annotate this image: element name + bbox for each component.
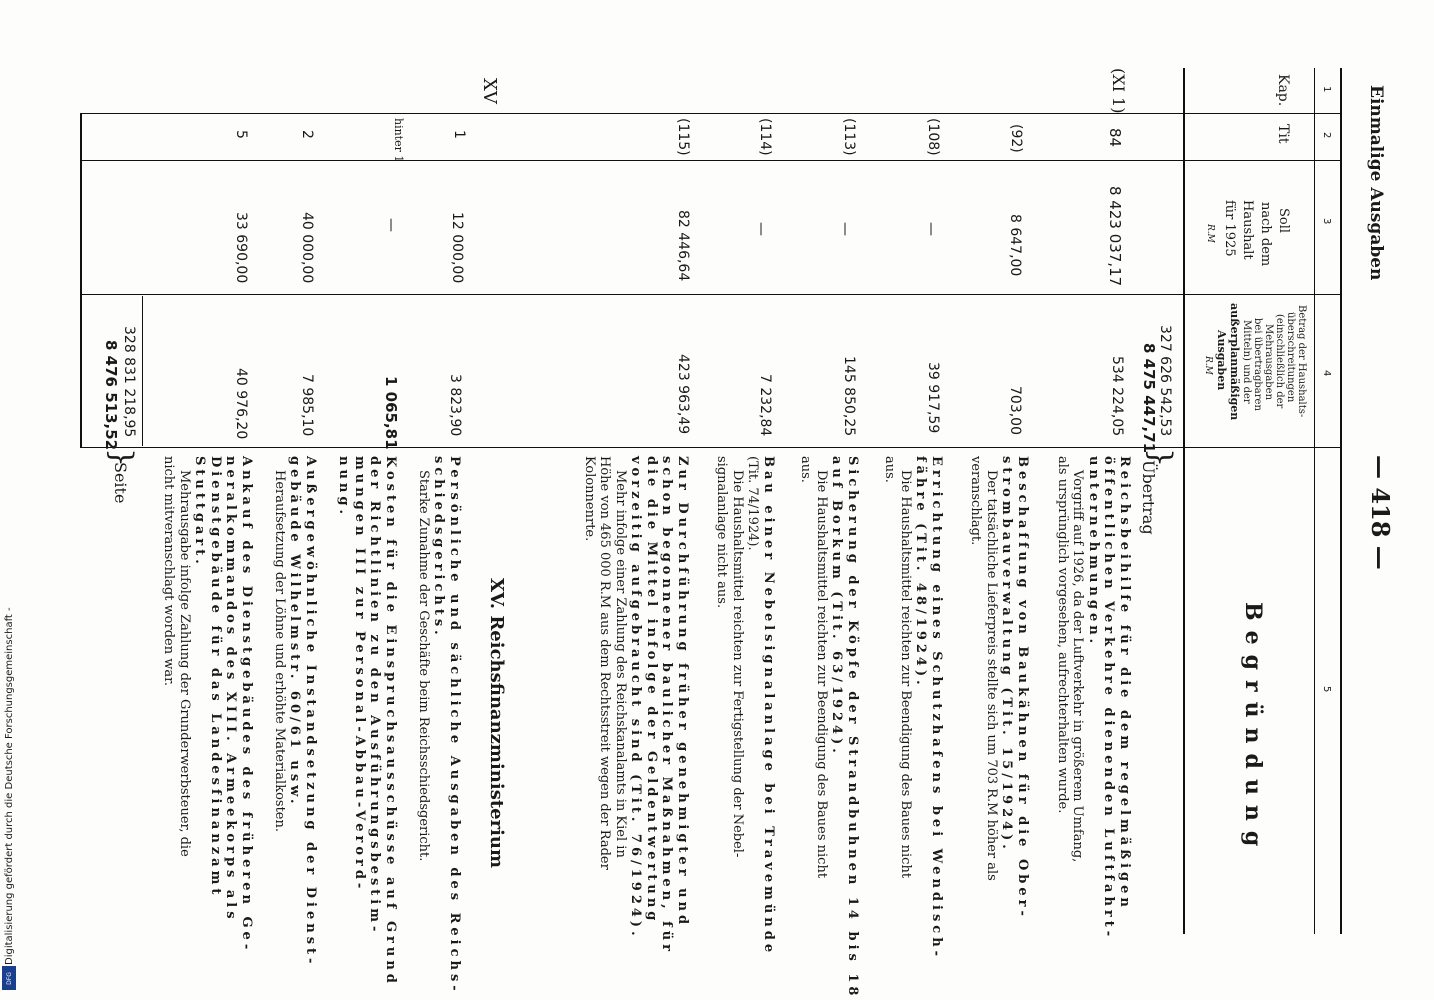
row-soll: 40 000,00 xyxy=(299,212,315,284)
row-betrag: 145 850,25 xyxy=(841,356,857,437)
row-justification: Ankauf des Dienstgebäudes des früheren Ge- neralkommandos des XIII. Armeekorps als Dienstgebäude für das Landesfinanzamt Stuttgart. Mehrausgabe infolge Zahlung der Grunderwerbsteuer, die nicht mitveranschlagt worden war. xyxy=(161,456,254,954)
col-number: 3 xyxy=(1321,218,1332,225)
row-justification: Kosten für die Einspruchsausschüsse auf Grund der Richtlinien zu den Ausführungsbestim- mungen III zur Personal-Abbau-Verord- nung. xyxy=(336,456,398,987)
row-tit: (113) xyxy=(841,118,857,156)
betrag-header-2: überschreitungen xyxy=(1285,312,1296,403)
row-betrag: 3 823,90 xyxy=(447,374,463,437)
row-betrag: 7 985,10 xyxy=(299,374,315,437)
bottom-total-bold: 8 476 513,52 xyxy=(102,340,120,451)
carry-brace: } xyxy=(1143,448,1178,468)
row-tit: (115) xyxy=(675,118,691,156)
row-soll: 33 690,00 xyxy=(233,212,249,284)
betrag-header-7: außerplanmäßigen xyxy=(1228,303,1241,421)
soll-header-3: Haushalt xyxy=(1240,200,1255,260)
betrag-header-unit: R.M xyxy=(1203,356,1213,375)
row-soll: 8 423 037,17 xyxy=(1106,186,1124,287)
row-tit: (114) xyxy=(757,118,773,156)
carry-total-bold: 8 475 447,71 xyxy=(1140,343,1158,454)
header-bottom-rule xyxy=(1183,68,1185,934)
col-divider-tit xyxy=(80,160,1342,161)
row-justification: Zur Durchführung früher genehmigter und schon begonnener baulicher Maßnahmen, für die die Mittel infolge der Geldentwertung vorzeitig aufgebraucht sind (Tit. 76/1924). Mehr infolge einer Zahlung des Reichskanalamts in Kiel in Höhe von 465 000 R.M aus dem Rechtsstreit wegen der Rader Kolonnenrte. xyxy=(582,456,690,956)
betrag-header-8: Ausgaben xyxy=(1215,330,1228,391)
betrag-header-4: Mehrausgaben xyxy=(1263,324,1274,401)
col-divider-soll xyxy=(80,294,1342,295)
row-justification: Reichsbeihilfe für die dem regelmäßigen öffentlichen Verkehre dienenden Luftfahrt- unternehmungen. Vorgriff auf 1926, da der Luftverkehr in größerem Umfang, als ursprünglich vorgesehen, aufrechterhalten wurde. xyxy=(1055,456,1132,941)
row-soll: — xyxy=(923,222,939,236)
row-tit: 5 xyxy=(233,130,249,139)
row-betrag: 39 917,59 xyxy=(925,362,941,434)
running-head: Einmalige Ausgaben xyxy=(1366,85,1386,281)
row-tit: hinter 1 xyxy=(392,118,405,163)
soll-header-unit: R.M xyxy=(1205,224,1215,243)
header-number-rule xyxy=(1314,68,1315,934)
row-betrag: 703,00 xyxy=(1007,386,1023,435)
tit-header: Tit xyxy=(1275,124,1291,144)
row-betrag: 423 963,49 xyxy=(675,354,691,435)
row-soll: — xyxy=(753,222,769,236)
row-soll: — xyxy=(383,218,399,232)
soll-header-4: für 1925 xyxy=(1222,200,1237,257)
row-justification: Errichtung eines Schutzhafens bei Wendisch- fähre (Tit. 48/1924). Die Haushaltsmittel reichten zur Beendigung des Baues nicht aus. xyxy=(882,456,944,961)
begruendung-header: Begründung xyxy=(1240,602,1266,857)
row-justification: Sicherung der Köpfe der Strandbuhnen 14 bis 18 auf Borkum (Tit. 63/1924). Die Haushaltsmittel reichten zur Beendigung des Baues nicht aus. xyxy=(798,456,860,1000)
row-justification: Außergewöhnliche Instandsetzung der Dienst- gebäude Wilhelmstr. 60/61 usw. Heraufsetzung der Löhne und erhöhte Materialkosten. xyxy=(272,456,318,968)
dfg-logo: DFG xyxy=(2,966,16,990)
row-kap: (XI 1) xyxy=(1109,68,1128,114)
row-tit: (108) xyxy=(925,118,941,156)
row-tit: 84 xyxy=(1106,128,1124,148)
row-betrag: 40 976,20 xyxy=(233,368,249,440)
betrag-header-5: bei übertragbaren xyxy=(1252,318,1263,411)
table-bottom-rule xyxy=(80,113,82,447)
bottom-brace: } xyxy=(104,448,139,468)
row-justification: Beschaffung von Baukähnen für die Ober- strombauverwaltung (Tit. 15/1924). Der tatsächliche Lieferpreis stellte sich um 703 R.M höher als veranschlagt. xyxy=(968,456,1030,920)
col-number: 5 xyxy=(1321,686,1332,693)
betrag-header-3: (einschließlich der xyxy=(1274,314,1285,409)
col-number: 1 xyxy=(1321,86,1332,93)
section-heading: XV. Reichsfinanzministerium xyxy=(486,578,507,869)
row-justification: Bau einer Nebelsignalanlage bei Travemünde (Tit. 74/1924). Die Haushaltsmittel reichten zur Fertigstellung der Nebel- signalanlage nicht aus. xyxy=(714,456,776,957)
col-number: 2 xyxy=(1321,132,1332,139)
soll-header-1: Soll xyxy=(1276,208,1291,234)
col-number: 4 xyxy=(1321,370,1332,377)
col-divider-kap xyxy=(80,113,1342,114)
row-kap: XV xyxy=(479,78,500,104)
header-top-rule xyxy=(1340,68,1342,934)
row-tit: (92) xyxy=(1008,124,1024,153)
row-soll: — xyxy=(837,222,853,236)
row-justification: Persönliche und sächliche Ausgaben des Reichs- schiedsgerichts. Starke Zunahme der Geschäfte beim Reichsschiedsgericht. xyxy=(416,456,462,995)
betrag-header-1: Betrag der Haushalts- xyxy=(1296,305,1307,418)
betrag-header-6: Mitteln) und der xyxy=(1241,320,1252,404)
row-betrag: 1 065,81 xyxy=(382,376,400,450)
total-rule xyxy=(142,296,143,446)
row-tit: 1 xyxy=(451,130,467,139)
carry-label: Übertrag xyxy=(1139,460,1158,535)
bottom-label: Seite xyxy=(111,462,130,504)
row-soll: 8 647,00 xyxy=(1007,214,1023,277)
row-soll: 12 000,00 xyxy=(449,212,465,284)
bottom-total-small: 328 831 218,95 xyxy=(121,326,137,438)
kap-header: Kap. xyxy=(1275,74,1291,107)
carry-total-small: 327 626 542,53 xyxy=(1157,325,1173,437)
row-betrag: 7 232,84 xyxy=(757,374,773,437)
digitization-caption: Digitalisierung gefördert durch die Deutsche Forschungsgemeinschaft - xyxy=(4,607,15,965)
row-betrag: 534 224,05 xyxy=(1109,356,1125,437)
row-tit: 2 xyxy=(299,130,315,139)
page-number: — 418 — xyxy=(1366,455,1395,570)
soll-header-2: nach dem xyxy=(1258,202,1273,267)
row-soll: 82 446,64 xyxy=(675,210,691,282)
